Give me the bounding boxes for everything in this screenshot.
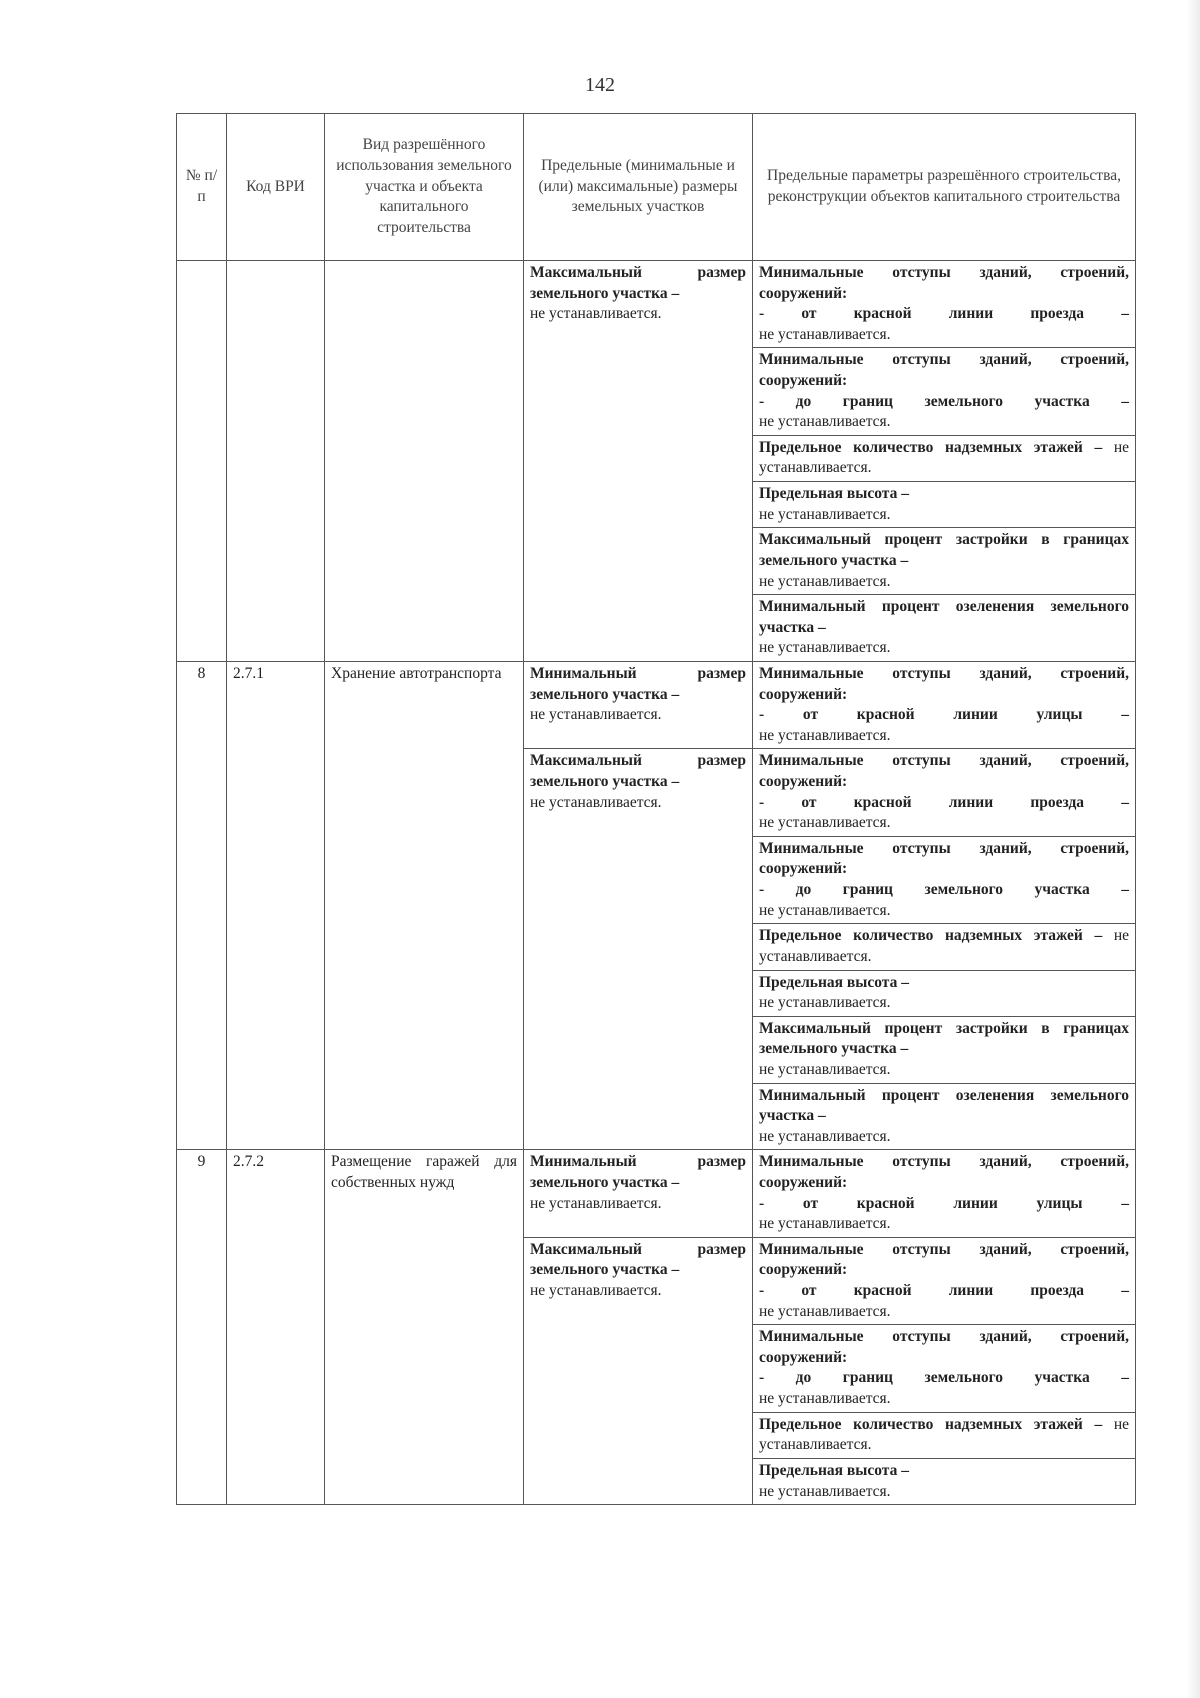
- param-head: Минимальные отступы зданий, строений, сооружений:: [759, 1153, 1129, 1191]
- max-size-label: Максимальный размер земельного участка –: [530, 1240, 746, 1279]
- param-cell: [753, 1016, 1136, 1083]
- regulations-table: [176, 113, 1136, 1505]
- param-value: не устанавливается.: [759, 1302, 891, 1320]
- vri-code: 2.7.1: [227, 661, 325, 1149]
- param-head: Предельное количество надземных этажей –: [759, 1415, 1103, 1433]
- row-number: 8: [177, 661, 227, 1149]
- header-code: Код ВРИ: [227, 114, 325, 261]
- max-size-value: не устанавливается.: [530, 1282, 662, 1300]
- param-value: не устанавливается.: [759, 1390, 891, 1408]
- param-cell: [753, 1237, 1136, 1324]
- max-size-value: не устанавливается.: [530, 793, 662, 811]
- param-head: Минимальные отступы зданий, строений, сооружений:: [759, 664, 1129, 703]
- param-head: Минимальные отступы зданий, строений, сооружений:: [759, 1328, 1129, 1366]
- param-head: Минимальные отступы зданий, строений, сооружений:: [759, 264, 1129, 302]
- param-cell: [753, 661, 1136, 748]
- param-line: - до границ земельного участка –: [759, 1369, 1129, 1387]
- param-head: Максимальный процент застройки в границах земельного участка –: [759, 1019, 1129, 1058]
- param-cell: [753, 435, 1136, 481]
- param-cell: [753, 482, 1136, 528]
- param-cell: [753, 595, 1136, 662]
- max-size-label: Максимальный размер земельного участка –: [530, 264, 746, 302]
- param-head: Минимальные отступы зданий, строений, сооружений:: [759, 752, 1129, 791]
- param-head: Минимальные отступы зданий, строений, сооружений:: [759, 839, 1129, 878]
- min-size-value: не устанавливается.: [530, 1194, 662, 1212]
- cont-num-cell: [177, 261, 227, 662]
- scan-edge-shadow: [1186, 0, 1200, 1698]
- param-value: не устанавливается.: [759, 639, 891, 657]
- header-type: Вид разрешённого использования земельного участка и объекта капитального строительства: [325, 114, 524, 261]
- param-head: Предельное количество надземных этажей –: [759, 927, 1103, 945]
- header-params: Предельные параметры разрешённого строительства, реконструкции объектов капитального строительства: [753, 114, 1136, 261]
- param-head: Минимальный процент озеленения земельного участка –: [759, 1086, 1129, 1125]
- param-head: Минимальные отступы зданий, строений, сооружений:: [759, 1240, 1129, 1279]
- cont-max-size-cell: [524, 261, 753, 662]
- param-head: Предельная высота –: [759, 1461, 909, 1479]
- param-line: - до границ земельного участка –: [759, 392, 1129, 410]
- param-cell: [753, 836, 1136, 923]
- param-head: Предельная высота –: [759, 485, 909, 503]
- min-size-cell: [524, 661, 753, 748]
- param-line: - от красной линии улицы –: [759, 1194, 1129, 1212]
- param-value: не устанавливается.: [759, 901, 891, 919]
- param-value: не устанавливается.: [759, 438, 1130, 477]
- cont-code-cell: [227, 261, 325, 662]
- param-head: Минимальные отступы зданий, строений, сооружений:: [759, 351, 1129, 390]
- min-size-cell: [524, 1150, 753, 1237]
- param-value: не устанавливается.: [759, 726, 891, 744]
- param-line: - до границ земельного участка –: [759, 881, 1129, 899]
- param-cell: [753, 1412, 1136, 1458]
- max-size-cell: [524, 1237, 753, 1504]
- param-cell: [753, 924, 1136, 970]
- param-value: не устанавливается.: [759, 1415, 1130, 1454]
- param-value: не устанавливается.: [759, 1482, 891, 1500]
- table-row: [177, 661, 1136, 748]
- param-cell: [753, 1083, 1136, 1150]
- param-cell: [753, 749, 1136, 836]
- param-cell: [753, 1150, 1136, 1237]
- table-header-row: [177, 114, 1136, 261]
- param-value: не устанавливается.: [759, 994, 891, 1012]
- min-size-label: Минимальный размер земельного участка –: [530, 664, 746, 703]
- param-line: - от красной линии проезда –: [759, 1282, 1129, 1300]
- param-cell: [753, 970, 1136, 1016]
- cont-type-cell: [325, 261, 524, 662]
- max-size-cell: [524, 749, 753, 1150]
- min-size-label: Минимальный размер земельного участка –: [530, 1153, 746, 1191]
- param-value: не устанавливается.: [759, 325, 891, 343]
- param-cell: [753, 348, 1136, 435]
- param-head: Предельная высота –: [759, 973, 909, 991]
- param-value: не устанавливается.: [759, 1060, 891, 1078]
- page-number: 142: [585, 74, 615, 96]
- row-number: 9: [177, 1150, 227, 1505]
- min-size-value: не устанавливается.: [530, 706, 662, 724]
- max-size-value: не устанавливается.: [530, 305, 662, 323]
- param-line: - от красной линии улицы –: [759, 706, 1129, 724]
- param-head: Предельное количество надземных этажей –: [759, 438, 1103, 456]
- vri-name: Хранение автотранспорта: [325, 661, 524, 1149]
- param-value: не устанавливается.: [759, 505, 891, 523]
- param-value: не устанавливается.: [759, 413, 891, 431]
- param-cell: [753, 1325, 1136, 1412]
- param-cell: [753, 1458, 1136, 1504]
- max-size-label: Максимальный размер земельного участка –: [530, 752, 746, 791]
- param-line: - от красной линии проезда –: [759, 793, 1129, 811]
- param-line: - от красной линии проезда –: [759, 305, 1129, 323]
- table-row: [177, 261, 1136, 348]
- param-head: Минимальный процент озеленения земельного участка –: [759, 598, 1129, 636]
- param-value: не устанавливается.: [759, 1127, 891, 1145]
- table-row: [177, 1150, 1136, 1237]
- param-value: не устанавливается.: [759, 927, 1130, 965]
- vri-code: 2.7.2: [227, 1150, 325, 1505]
- header-size: Предельные (минимальные и (или) максимальные) размеры земельных участков: [524, 114, 753, 261]
- header-num: № п/п: [177, 114, 227, 261]
- param-value: не устанавливается.: [759, 1215, 891, 1233]
- param-value: не устанавливается.: [759, 572, 891, 590]
- param-head: Максимальный процент застройки в границах земельного участка –: [759, 531, 1129, 569]
- vri-name: Размещение гаражей для собственных нужд: [325, 1150, 524, 1505]
- param-cell: [753, 528, 1136, 595]
- param-value: не устанавливается.: [759, 814, 891, 832]
- param-cell: [753, 261, 1136, 348]
